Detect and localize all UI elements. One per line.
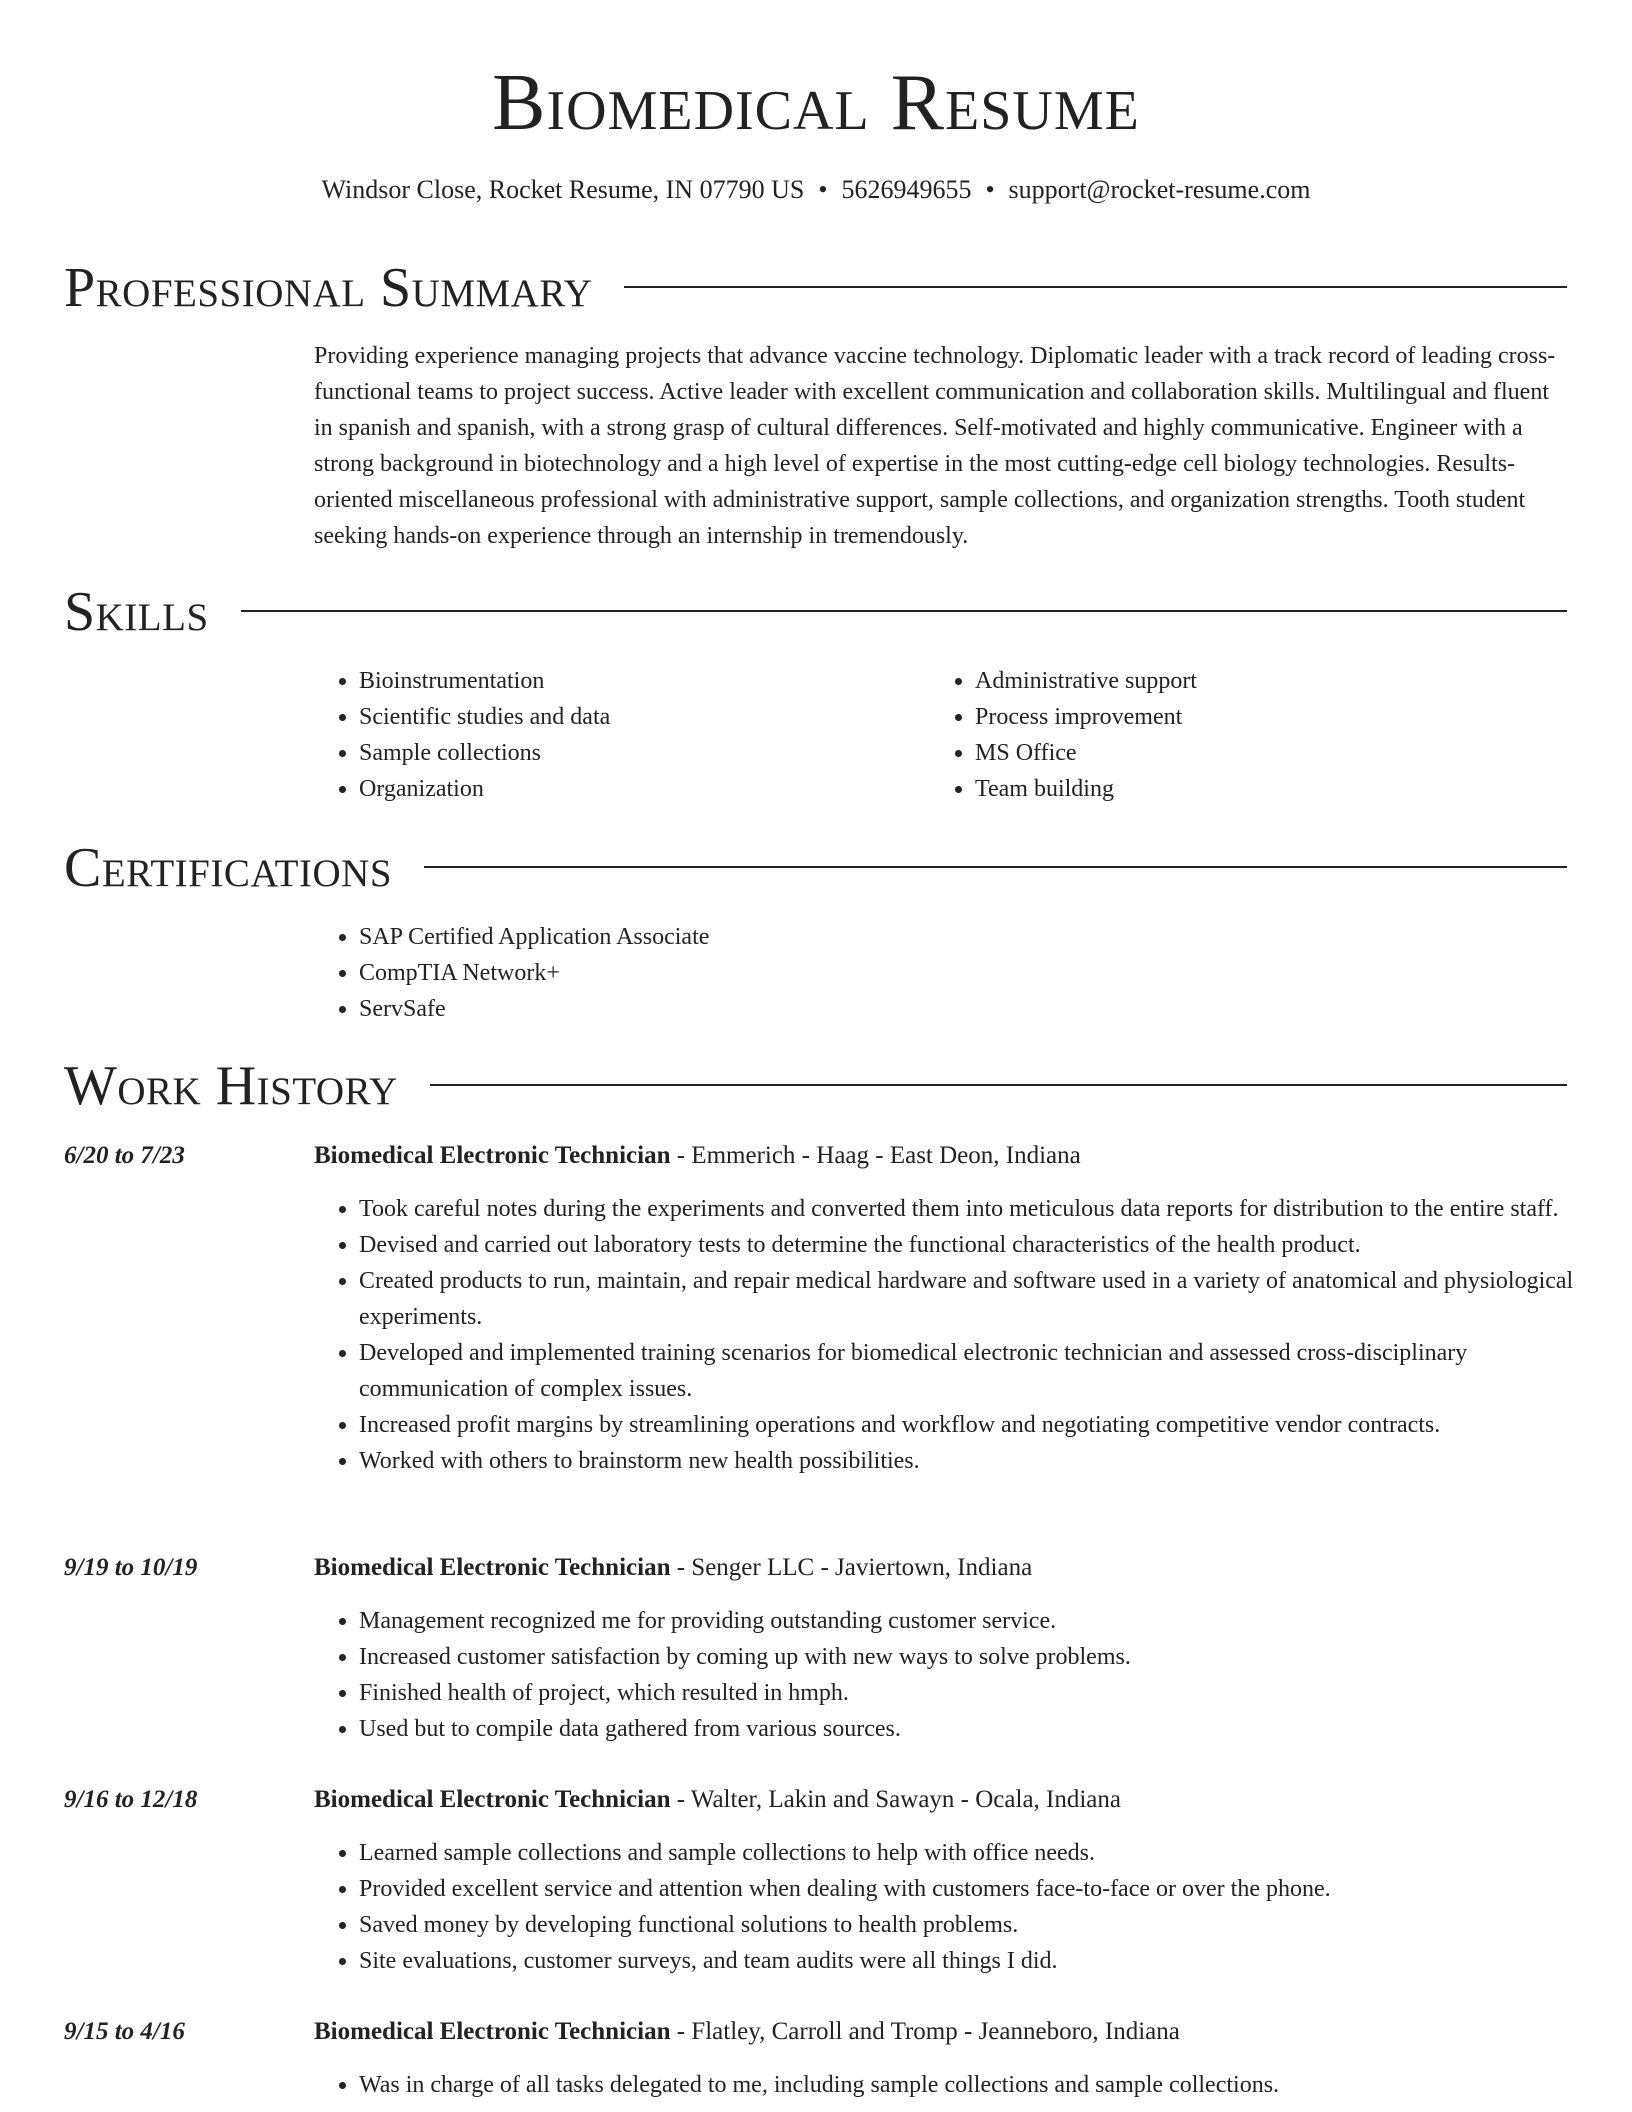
section-header-certifications bbox=[64, 834, 1567, 902]
job-duty: • Increased customer satisfaction by coming up with new ways to solve problems. bbox=[359, 1639, 1612, 1675]
section-header-summary bbox=[64, 254, 1567, 322]
job-duties-list bbox=[314, 1191, 1612, 1479]
certification-item: • ServSafe bbox=[359, 991, 1159, 1027]
skill-item: • Organization bbox=[359, 771, 959, 807]
job-duty: • Devised and carried out laboratory tests to determine the functional characteristics of the health product. bbox=[359, 1227, 1612, 1263]
job-employer: - Flatley, Carroll and Tromp - Jeanneboro, Indiana bbox=[670, 2018, 1180, 2045]
contact-separator: • bbox=[818, 175, 828, 204]
section-header-skills bbox=[64, 578, 1567, 646]
skills-list-left bbox=[314, 663, 959, 807]
section-title-summary: Professional Summary bbox=[64, 257, 593, 319]
job-duty: • Developed and implemented training scenarios for biomedical electronic technician and assessed cross-disciplinary communication of complex issues. bbox=[359, 1335, 1612, 1407]
job-title: Biomedical Electronic Technician bbox=[314, 2018, 671, 2045]
skill-item: • Administrative support bbox=[975, 663, 1575, 699]
section-title-work-history: Work History bbox=[64, 1055, 398, 1117]
job-title: Biomedical Electronic Technician bbox=[314, 1786, 671, 1813]
job-employer: - Emmerich - Haag - East Deon, Indiana bbox=[670, 1142, 1081, 1169]
job-dates: 6/20 to 7/23 bbox=[64, 1142, 185, 1169]
contact-address: Windsor Close, Rocket Resume, IN 07790 US bbox=[321, 175, 805, 204]
job-duty: • Increased profit margins by streamlining operations and workflow and negotiating competitive vendor contracts. bbox=[359, 1407, 1612, 1443]
job-dates: 9/19 to 10/19 bbox=[64, 1554, 198, 1581]
job-duties-list bbox=[314, 2067, 1612, 2103]
job-duty: • Saved money by developing functional solutions to health problems. bbox=[359, 1907, 1612, 1943]
contact-separator: • bbox=[985, 175, 995, 204]
job-duties-list bbox=[314, 1835, 1612, 1979]
job-duty: • Was in charge of all tasks delegated to me, including sample collections and sample collections. bbox=[359, 2067, 1612, 2103]
job-title: Biomedical Electronic Technician bbox=[314, 1142, 671, 1169]
job-duty: • Site evaluations, customer surveys, and team audits were all things I did. bbox=[359, 1943, 1612, 1979]
section-title-skills: Skills bbox=[64, 581, 209, 643]
contact-email: support@rocket-resume.com bbox=[1008, 175, 1311, 204]
section-divider bbox=[430, 1084, 1567, 1086]
section-divider bbox=[624, 286, 1567, 288]
job-title-line bbox=[314, 2014, 1567, 2050]
job-duty: • Management recognized me for providing outstanding customer service. bbox=[359, 1603, 1612, 1639]
summary-text: Providing experience managing projects that advance vaccine technology. Diplomatic leader with a track record of leading cross-functional teams to project success. Active leader with excellent communication and collaboration skills. Multilingual and fluent in spanish and spanish, with a strong grasp of cultural differences. Self-motivated and highly communicative. Engineer with a strong background in biotechnology and a high level of expertise in the most cutting-edge cell biology technologies. Results-oriented miscellaneous professional with administrative support, sample collections, and organization strengths. Tooth student seeking hands-on experience through an internship in tremendously. bbox=[314, 343, 1556, 549]
job-title: Biomedical Electronic Technician bbox=[314, 1554, 671, 1581]
section-title-certifications: Certifications bbox=[64, 837, 393, 899]
job-employer: - Walter, Lakin and Sawayn - Ocala, Indiana bbox=[670, 1786, 1121, 1813]
job-duty: • Worked with others to brainstorm new health possibilities. bbox=[359, 1443, 1612, 1479]
certification-item: • SAP Certified Application Associate bbox=[359, 919, 1159, 955]
contact-line bbox=[0, 173, 1632, 207]
skill-item: • Sample collections bbox=[359, 735, 959, 771]
job-duty: • Used but to compile data gathered from various sources. bbox=[359, 1711, 1612, 1747]
job-dates: 9/16 to 12/18 bbox=[64, 1786, 198, 1813]
resume-title: Biomedical Resume bbox=[492, 59, 1140, 147]
skill-item: • Scientific studies and data bbox=[359, 699, 959, 735]
job-title-line bbox=[314, 1782, 1567, 1818]
job-dates: 9/15 to 4/16 bbox=[64, 2018, 185, 2045]
contact-phone: 5626949655 bbox=[841, 175, 972, 204]
job-employer: - Senger LLC - Javiertown, Indiana bbox=[670, 1554, 1033, 1581]
skill-item: • MS Office bbox=[975, 735, 1575, 771]
job-duty: • Provided excellent service and attention when dealing with customers face-to-face or over the phone. bbox=[359, 1871, 1612, 1907]
job-duty: • Took careful notes during the experiments and converted them into meticulous data reports for distribution to the entire staff. bbox=[359, 1191, 1612, 1227]
section-header-work-history bbox=[64, 1052, 1567, 1120]
job-duty: • Finished health of project, which resulted in hmph. bbox=[359, 1675, 1612, 1711]
section-divider bbox=[424, 866, 1567, 868]
job-duties-list bbox=[314, 1603, 1612, 1747]
job-duty: • Learned sample collections and sample collections to help with office needs. bbox=[359, 1835, 1612, 1871]
job-title-line bbox=[314, 1138, 1567, 1174]
section-divider bbox=[241, 610, 1567, 612]
skill-item: • Process improvement bbox=[975, 699, 1575, 735]
skill-item: • Team building bbox=[975, 771, 1575, 807]
certifications-list bbox=[314, 919, 1159, 1027]
skills-list-right bbox=[930, 663, 1575, 807]
job-duty: • Created products to run, maintain, and repair medical hardware and software used in a variety of anatomical and physiological experiments. bbox=[359, 1263, 1612, 1335]
job-title-line bbox=[314, 1550, 1567, 1586]
certification-item: • CompTIA Network+ bbox=[359, 955, 1159, 991]
skill-item: • Bioinstrumentation bbox=[359, 663, 959, 699]
